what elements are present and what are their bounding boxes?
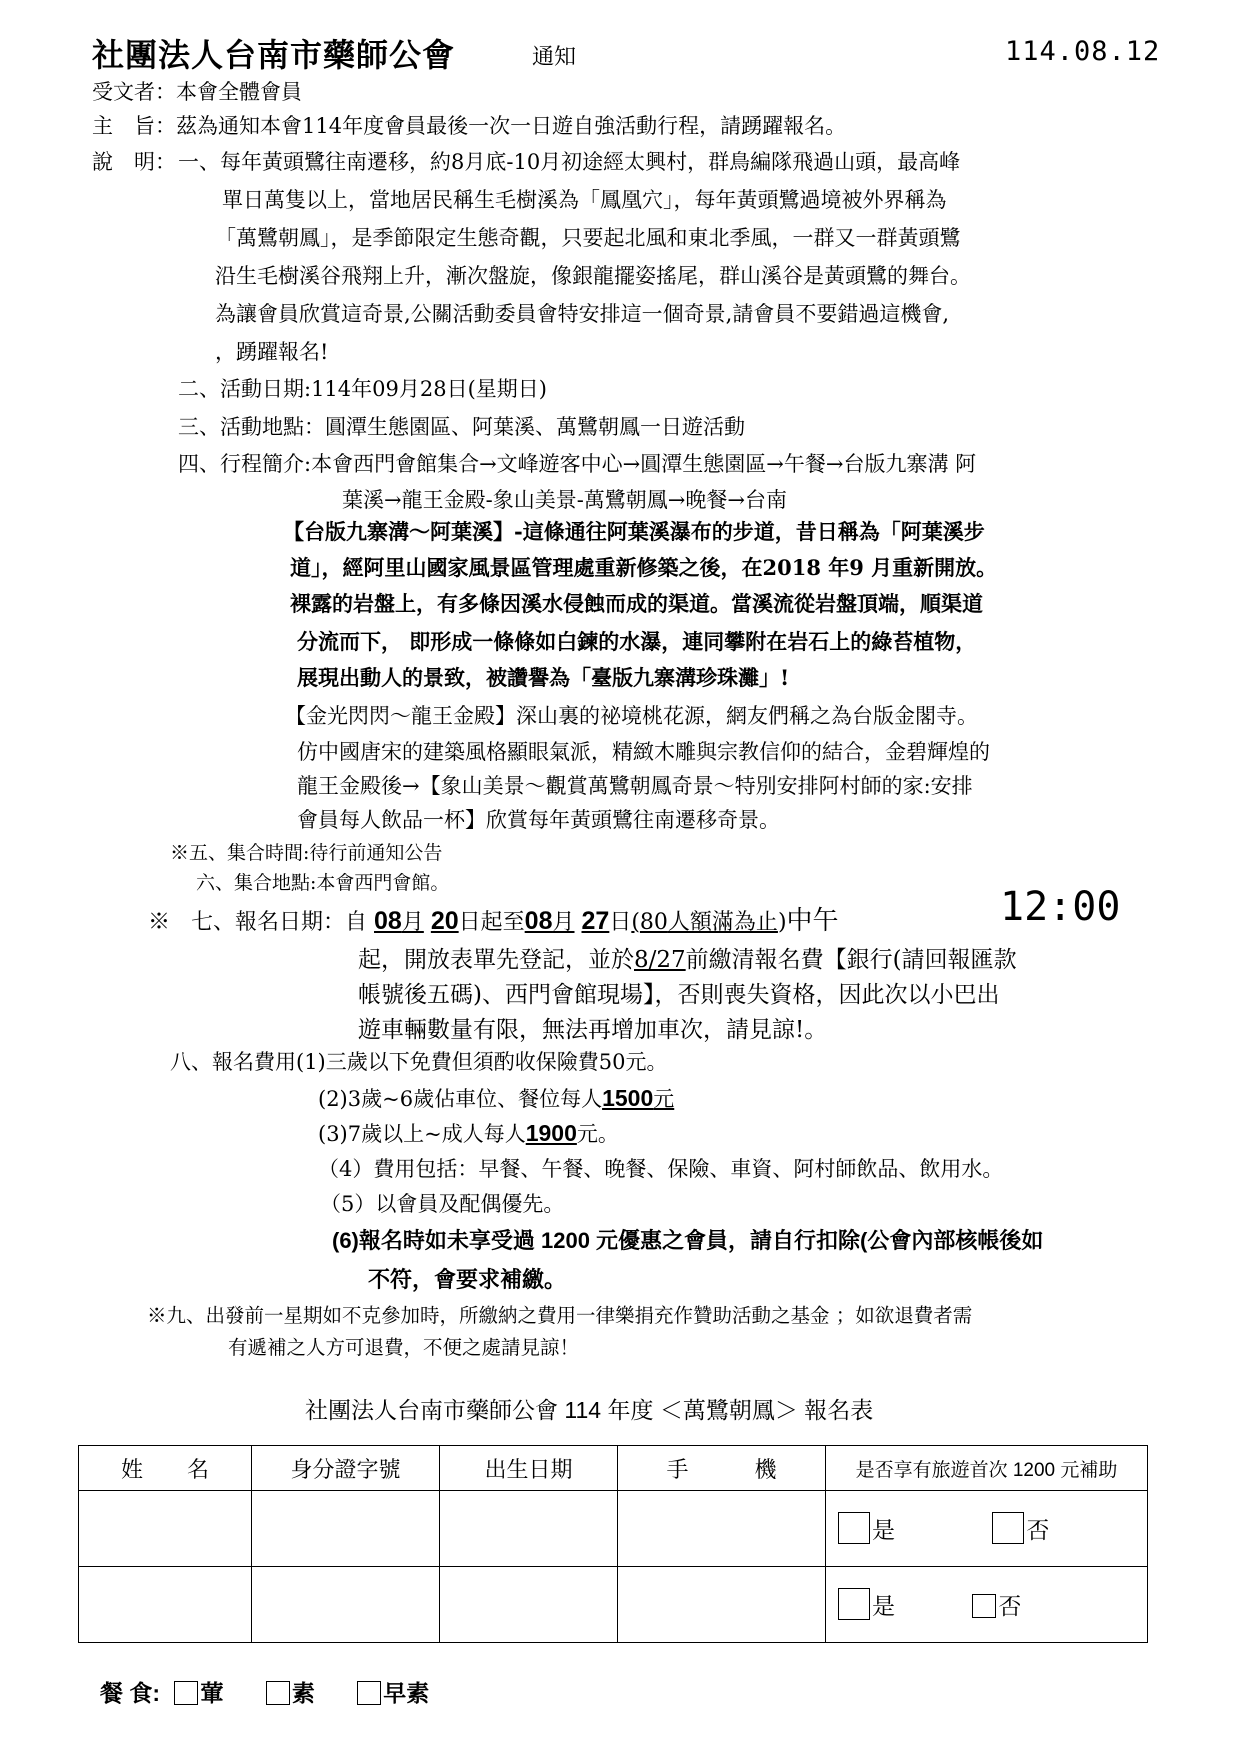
fee-3-unit: 元。 xyxy=(576,1122,619,1146)
subsidy-no-option[interactable] xyxy=(992,1518,1049,1544)
checkbox-icon[interactable] xyxy=(972,1594,996,1618)
highlight-dragon-king-temple: 【金光閃閃～龍王金殿】深山裏的祕境桃花源，網友們稱之為台版金閣寺。 xyxy=(285,704,978,728)
item1-line: 單日萬隻以上，當地居民稱生毛樹溪為「鳳凰穴」，每年黃頭鷺過境被外界稱為 xyxy=(222,188,947,212)
item6-meeting-place: 六、集合地點:本會西門會館。 xyxy=(196,872,450,894)
meal-option-label: 早素 xyxy=(383,1680,430,1706)
item8-fee-3 xyxy=(318,1118,619,1148)
fee-3-amount: 1900 xyxy=(525,1120,577,1146)
day-start-word: 日起至 xyxy=(458,910,525,935)
fee-3-text: (3)7歲以上~成人每人 xyxy=(318,1122,526,1146)
item1-line: 沿生毛樹溪谷飛翔上升，漸次盤旋，像銀龍擺姿搖尾，群山溪谷是黃頭鷺的舞台。 xyxy=(215,264,971,288)
highlight-ajiexi: 道」，經阿里山國家風景區管理處重新修築之後，在2018 年9 月重新開放。 xyxy=(290,555,998,580)
id-number-cell[interactable] xyxy=(252,1491,440,1567)
checkbox-icon[interactable] xyxy=(838,1512,870,1544)
fee-label: 八、報名費用 xyxy=(170,1050,296,1074)
id-number-cell[interactable] xyxy=(252,1567,440,1643)
no-label: 否 xyxy=(998,1594,1022,1620)
quota-number: 80 xyxy=(639,910,668,935)
item8-fee-1 xyxy=(170,1046,667,1076)
fee-2-amount: 1500 xyxy=(602,1085,654,1111)
item8-fee-5: （5）以會員及配偶優先。 xyxy=(320,1192,565,1216)
subsidy-yes-option[interactable] xyxy=(838,1518,895,1544)
form-row xyxy=(79,1567,1148,1643)
day-word: 日 xyxy=(609,910,632,935)
checkbox-icon[interactable] xyxy=(266,1681,290,1705)
organization-title: 社團法人台南市藥師公會 xyxy=(92,36,456,74)
name-cell[interactable] xyxy=(79,1567,252,1643)
item9-refund: ※九、出發前一星期如不克參加時，所繳納之費用一律樂捐充作贊助活動之基金 ；如欲退費者需 xyxy=(147,1304,973,1327)
month-word: 月 xyxy=(401,910,424,935)
highlight-ajiexi: 展現出動人的景致，被讚譽為「臺版九寨溝珍珠灘」! xyxy=(297,665,790,690)
noon-word: 中午 xyxy=(786,906,839,936)
note-mark: ※ xyxy=(148,910,171,935)
yes-label: 是 xyxy=(872,1518,895,1544)
checkbox-icon[interactable] xyxy=(357,1681,381,1705)
item8-fee-6: (6)報名時如未享受過 1200 元優惠之會員，請自行扣除(公會內部核帳後如 xyxy=(332,1228,1044,1253)
item1-line: 「萬鷺朝鳳」，是季節限定生態奇觀，只要起北風和東北季風，一群又一群黃頭鷺 xyxy=(215,226,961,250)
header-name: 姓 名 xyxy=(79,1446,252,1491)
registration-time: 12:00 xyxy=(1000,884,1121,930)
subsidy-cell xyxy=(826,1491,1148,1567)
subsidy-no-option[interactable] xyxy=(972,1594,1021,1620)
reg-prefix: 七、報名日期：自 xyxy=(191,910,368,935)
no-label: 否 xyxy=(1026,1518,1050,1544)
description-label: 說 明： xyxy=(92,150,176,174)
item7-registration-date xyxy=(148,900,839,937)
meal-label: 餐 食: xyxy=(100,1680,161,1706)
meal-option-vegetarian[interactable] xyxy=(266,1680,315,1706)
meal-option-breakfast-vegetarian[interactable] xyxy=(357,1680,429,1706)
subject: 主 旨：茲為通知本會114年度會員最後一次一日遊自強活動行程，請踴躍報名。 xyxy=(92,114,847,138)
fee-2-text: (2)3歲~6歲佔車位、餐位每人 xyxy=(318,1087,603,1111)
header-id-number: 身分證字號 xyxy=(252,1446,440,1491)
end-day: 27 xyxy=(581,907,610,935)
highlight-dragon-king-temple: 會員每人飲品一杯】欣賞每年黃頭鷺往南遷移奇景。 xyxy=(297,808,780,832)
item2-activity-date: 二、活動日期:114年09月28日(星期日) xyxy=(178,377,547,401)
document-type: 通知 xyxy=(532,45,577,70)
item9-refund: 有遞補之人方可退費，不便之處請見諒！ xyxy=(228,1336,580,1359)
month-word: 月 xyxy=(552,910,575,935)
highlight-ajiexi: 裸露的岩盤上，有多條因溪水侵蝕而成的渠道。當溪流從岩盤頂端，順渠道 xyxy=(290,591,983,616)
meal-option-label: 葷 xyxy=(200,1680,224,1706)
recipient: 受文者：本會全體會員 xyxy=(92,80,302,104)
fee-2-unit: 元 xyxy=(653,1087,675,1111)
yes-label: 是 xyxy=(872,1594,895,1620)
item3-activity-location: 三、活動地點：圓潭生態園區、阿葉溪、萬鷺朝鳳一日遊活動 xyxy=(178,415,745,439)
quota-close: ) xyxy=(777,910,787,935)
item7-line2 xyxy=(358,941,1017,974)
item1-line: ，踴躍報名! xyxy=(215,340,329,364)
item1-line: 一、每年黃頭鷺往南遷移，約8月底-10月初途經太興村，群鳥編隊飛過山頭，最高峰 xyxy=(178,150,961,174)
highlight-dragon-king-temple: 仿中國唐宋的建築風格顯眼氣派，精緻木雕與宗教信仰的結合，金碧輝煌的 xyxy=(297,740,990,764)
subsidy-cell xyxy=(826,1567,1148,1643)
reg-line2-b: 前繳清報名費【銀行(請回報匯款 xyxy=(685,947,1017,973)
header-birth-date: 出生日期 xyxy=(440,1446,618,1491)
mobile-cell[interactable] xyxy=(618,1567,826,1643)
form-row xyxy=(79,1491,1148,1567)
meal-option-label: 素 xyxy=(291,1680,315,1706)
header-subsidy: 是否享有旅遊首次 1200 元補助 xyxy=(826,1446,1148,1491)
end-month: 08 xyxy=(524,907,553,935)
reg-line2-a: 起，開放表單先登記，並於 xyxy=(358,947,634,973)
document-date: 114.08.12 xyxy=(1005,36,1161,67)
start-month: 08 xyxy=(374,907,402,935)
item8-fee-2 xyxy=(318,1083,674,1113)
payment-deadline: 8/27 xyxy=(634,947,686,973)
birth-date-cell[interactable] xyxy=(440,1567,618,1643)
birth-date-cell[interactable] xyxy=(440,1491,618,1567)
subsidy-yes-option[interactable] xyxy=(838,1594,895,1620)
item7-line4: 遊車輛數量有限，無法再增加車次，請見諒!。 xyxy=(358,1017,828,1043)
quota-text: 人額滿為止 xyxy=(667,910,778,935)
meal-option-meat[interactable] xyxy=(174,1680,223,1706)
highlight-dragon-king-temple: 龍王金殿後→【象山美景～觀賞萬鷺朝鳳奇景～特別安排阿村師的家:安排 xyxy=(297,774,973,798)
form-title: 社團法人台南市藥師公會 114 年度 ＜萬鷺朝鳳＞ 報名表 xyxy=(305,1397,874,1423)
item8-fee-6: 不符，會要求補繳。 xyxy=(368,1267,567,1292)
item1-line: 為讓會員欣賞這奇景,公關活動委員會特安排這一個奇景,請會員不要錯過這機會, xyxy=(215,302,950,326)
mobile-cell[interactable] xyxy=(618,1491,826,1567)
form-header-row xyxy=(79,1446,1148,1491)
checkbox-icon[interactable] xyxy=(838,1588,870,1620)
checkbox-icon[interactable] xyxy=(174,1681,198,1705)
start-day: 20 xyxy=(430,907,459,935)
item4-itinerary: 葉溪→龍王金殿-象山美景-萬鷺朝鳳→晚餐→台南 xyxy=(342,488,787,512)
highlight-ajiexi: 分流而下， 即形成一條條如白鍊的水瀑，連同攀附在岩石上的綠苔植物， xyxy=(297,629,977,654)
item7-line3: 帳號後五碼)、西門會館現場】，否則喪失資格，因此次以小巴出 xyxy=(358,982,1000,1008)
quota-open: ( xyxy=(631,910,640,935)
item5-meeting-time: ※五、集合時間:待行前通知公告 xyxy=(170,842,443,864)
item8-fee-4: （4）費用包括：早餐、午餐、晚餐、保險、車資、阿村師飲品、飲用水。 xyxy=(318,1157,1004,1181)
item4-itinerary: 四、行程簡介:本會西門會館集合→文峰遊客中心→圓潭生態園區→午餐→台版九寨溝 阿 xyxy=(178,452,977,476)
header-mobile: 手 機 xyxy=(618,1446,826,1491)
meal-options xyxy=(100,1675,429,1708)
registration-form-table xyxy=(78,1445,1148,1643)
highlight-ajiexi: 【台版九寨溝～阿葉溪】-這條通往阿葉溪瀑布的步道，昔日稱為「阿葉溪步 xyxy=(283,519,985,544)
name-cell[interactable] xyxy=(79,1491,252,1567)
checkbox-icon[interactable] xyxy=(992,1512,1024,1544)
fee-1: (1)三歲以下免費但須酌收保險費50元。 xyxy=(296,1050,668,1074)
